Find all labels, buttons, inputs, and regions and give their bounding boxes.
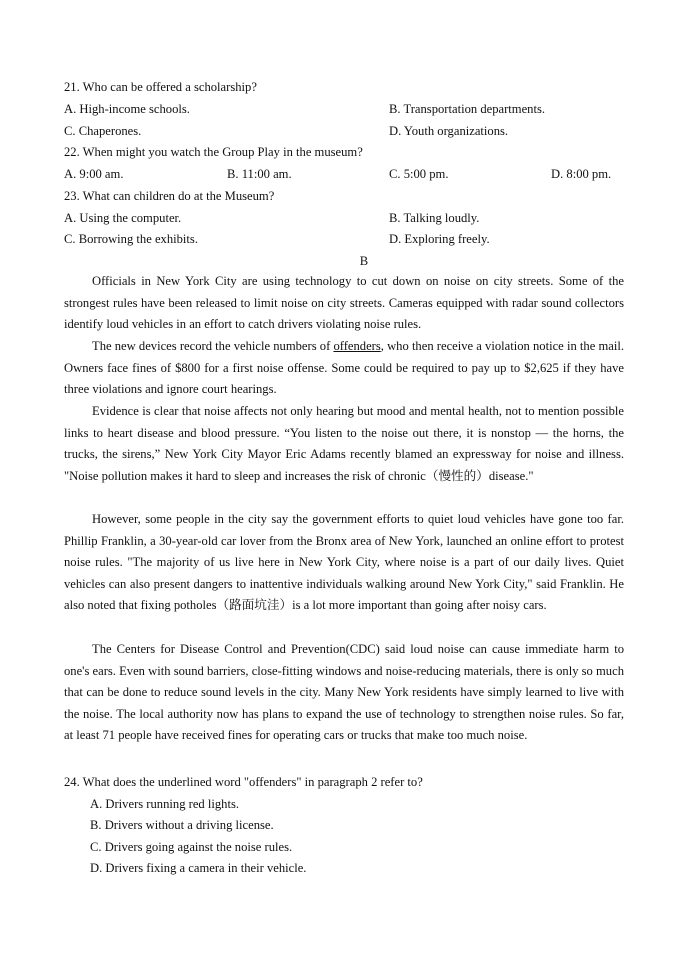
question-22-option-c: C. 5:00 pm.	[389, 167, 449, 181]
question-23-option-d: D. Exploring freely.	[389, 232, 490, 246]
question-24-option-b: B. Drivers without a driving license.	[90, 818, 274, 832]
question-21-option-b: B. Transportation departments.	[389, 102, 546, 116]
question-21-option-d: D. Youth organizations.	[389, 124, 509, 138]
passage-paragraph-5: The Centers for Disease Control and Prevention(CDC) said loud noise can cause immediate harm to one's ears. Even with sound barriers, close-fitting windows and noise-reducing materials, there is only so much that can be done to reduce sound levels in the city. Many New York residents have simply learned to live with the noise. The local authority now has plans to expand the use of technology to strengthen noise rules. So far, at least 71 people have received fines for operating cars or trucks that make too much noise.	[64, 642, 624, 743]
question-24-stem: 24. What does the underlined word "offenders" in paragraph 2 refer to?	[64, 775, 423, 789]
passage-paragraph-3: Evidence is clear that noise affects not only hearing but mood and mental health, not to mention possible links to heart disease and blood pressure. “You listen to the noise out there, it is nonstop — the horns, the trucks, the sirens,” New York City Mayor Eric Adams recently blamed an expressway for noise and illness. "Noise pollution makes it hard to sleep and increases the risk of chronic（慢性的）disease."	[64, 404, 624, 483]
question-22-stem: 22. When might you watch the Group Play in the museum?	[64, 145, 363, 159]
section-letter: B	[359, 254, 369, 268]
question-22-option-a: A. 9:00 am.	[64, 167, 124, 181]
question-23-option-a: A. Using the computer.	[64, 211, 182, 225]
question-21-option-a: A. High-income schools.	[64, 102, 190, 116]
paragraph-2-text-before: The new devices record the vehicle numbers of	[92, 339, 334, 353]
question-21-stem: 21. Who can be offered a scholarship?	[64, 80, 257, 94]
question-22-option-b: B. 11:00 am.	[227, 167, 292, 181]
passage-paragraph-2	[64, 336, 624, 401]
question-24-option-c: C. Drivers going against the noise rules.	[90, 840, 293, 854]
question-24-option-a: A. Drivers running red lights.	[90, 797, 240, 811]
passage-paragraph-1: Officials in New York City are using technology to cut down on noise on city streets. Some of the strongest rules have been released to limit noise on city streets. Cameras equipped with radar sound collectors identify loud vehicles in an effort to catch drivers violating noise rules.	[64, 274, 624, 332]
passage-paragraph-4: However, some people in the city say the government efforts to quiet loud vehicles have gone too far. Phillip Franklin, a 30-year-old car lover from the Bronx area of New York, launched an online effort to protest noise rules. "The majority of us live here in New York City, where noise is a part of our daily lives. Quiet vehicles can also present dangers to inattentive individuals walking around New York City," said Franklin. He also noted that fixing potholes（路面坑洼）is a lot more important than going after noisy cars.	[64, 512, 624, 613]
question-23-option-b: B. Talking loudly.	[389, 211, 480, 225]
underlined-word-offenders: offenders	[333, 339, 381, 353]
question-21-option-c: C. Chaperones.	[64, 124, 142, 138]
question-24-option-d: D. Drivers fixing a camera in their vehicle.	[90, 861, 307, 875]
question-23-stem: 23. What can children do at the Museum?	[64, 189, 275, 203]
question-22-option-d: D. 8:00 pm.	[551, 167, 612, 181]
paragraph-2-text-after: , who then receive a violation notice in the mail. Owners face fines of $800 for a first noise offense. Some could be required to pay up to $2,625 if they have three violations and ignore court hearings.	[64, 339, 624, 397]
question-23-option-c: C. Borrowing the exhibits.	[64, 232, 198, 246]
